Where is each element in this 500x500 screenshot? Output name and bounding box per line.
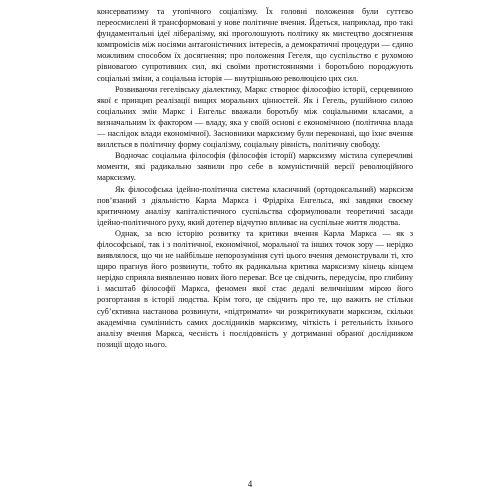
paragraph-3: Водночас соціальна філософія (філософія історії) марксизму містила суперечливі моменти, які радикально заявили про себе в комуністичній версії революційного марксизму. bbox=[97, 151, 413, 183]
paragraph-1: консерватизму та утопічного соціалізму. Їх головні положення були суттєво переосмислені й трансформовані у нове політичне вчення. Йдеться, наприклад, про такі фундаментальні ідеї лібералізму, які проголошують політику як мистецтво досягнення компромісів між носіями антагоністичних інтересів, а демократичні процедури — єдино можливим способом їх досягнення; про положення Гегеля, що суспільство є рухомою рівновагою супротивних сил, які своїми протистояннями і боротьбою породжують соціальні зміни, а соціальна історія — внутрішньою революцією цих сил. bbox=[97, 7, 413, 83]
paragraph-2: Розвиваючи гегелівську діалектику, Маркс створює філософію історії, серцевиною якої є принцип реалізації вищих моральних цінностей. Як і Гегель, рушійною силою соціальних змін Маркс і Енгельс вважали боротьбу між соціальними класами, а визначальним їх фактором — владу, яка у своїй основі є економічною (політична влада — наслідок влади економічної). Засновники марксизму були переконані, що їхнє вчення виллється в політичну форму соціалізму, соціальну рівність, політичну свободу. bbox=[97, 84, 413, 150]
body-text bbox=[97, 6, 413, 350]
paragraph-4: Як філософська ідейно-політична система класичний (ортодоксальний) марксизм пов’язаний з діяльністю Карла Маркса і Фрідріха Енгельса, які завдяки своєму критичному аналізу капіталістичного суспільства сформулювали теоретичні засади ідейно-політичного руху, який дотепер відчутно впливає на суспільне життя людства. bbox=[97, 184, 413, 227]
paragraph-5: Однак, за всю історію розвитку та критики вчення Карла Маркса — як з філософської, так і з політичної, економічної, моральної та інших точок зору — нерідко виявлялося, що чи не найбільше непорозуміння суті цього вчення демонстрували ті, хто щиро прагнув його розвинути, тобто як радикальна критика марксизму кінець кінцем нерідко сприяла виявленню нових його переваг. Все це свідчить, передусім, про глибину і масштаб філософії Маркса, феномен якої стає дедалі величнішим мірою його розгортання в історії людства. Крім того, це свідчить про те, що важить не стільки суб’єктивна настанова розвинути, «підтримати» чи розкритикувати марксизм, скільки академічна сумлінність самих дослідників марксизму, чіткість і ретельність їхнього аналізу вчення Маркса, чесність і послідовність у дотриманні обраної дослідником позиції щодо нього. bbox=[97, 228, 413, 349]
page-number: 4 bbox=[247, 479, 253, 489]
